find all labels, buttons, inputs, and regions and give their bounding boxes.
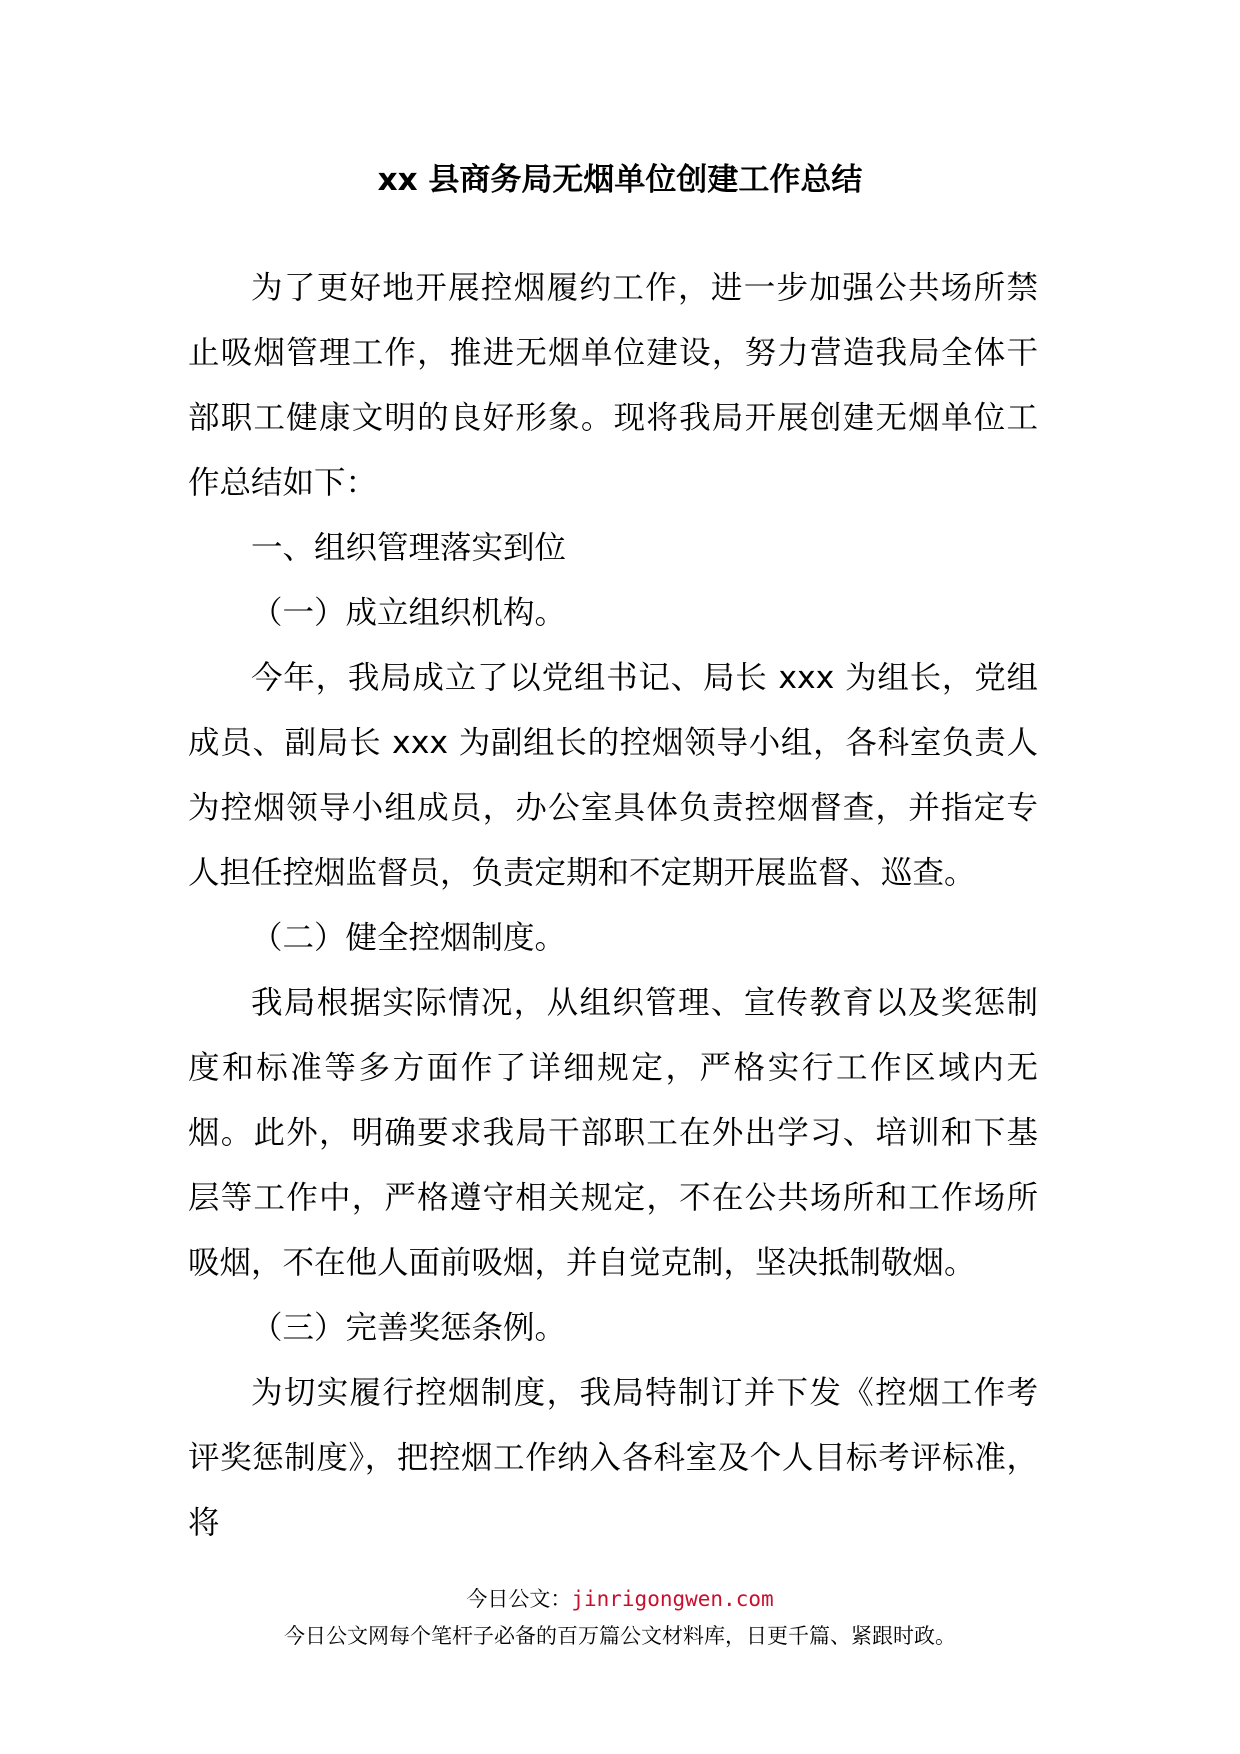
document-title: xx 县商务局无烟单位创建工作总结 <box>377 162 863 198</box>
subsection-heading-1: （一）成立组织机构。 <box>251 595 567 631</box>
document-body <box>188 256 1038 1556</box>
footer-site-label: 今日公文： <box>466 1587 572 1611</box>
paragraph-system: 我局根据实际情况，从组织管理、宣传教育以及奖惩制度和标准等多方面作了详细规定，严格实行工作区域内无烟。此外，明确要求我局干部职工在外出学习、培训和下基层等工作中，严格遵守相关规定，不在公共场所和工作场所吸烟，不在他人面前吸烟，并自觉克制，坚决抵制敬烟。 <box>188 985 1038 1281</box>
subsection-heading-3: （三）完善奖惩条例。 <box>251 1310 567 1346</box>
footer-tagline: 今日公文网每个笔杆子必备的百万篇公文材料库，日更千篇、紧跟时政。 <box>284 1624 956 1648</box>
paragraph-intro: 为了更好地开展控烟履约工作，进一步加强公共场所禁止吸烟管理工作，推进无烟单位建设，努力营造我局全体干部职工健康文明的良好形象。现将我局开展创建无烟单位工作总结如下： <box>188 270 1038 501</box>
footer-site-line <box>0 1584 1240 1614</box>
paragraph-organization: 今年，我局成立了以党组书记、局长 xxx 为组长，党组成员、副局长 xxx 为副组长的控烟领导小组，各科室负责人为控烟领导小组成员，办公室具体负责控烟督查，并指定专人担任控烟监督员，负责定期和不定期开展监督、巡查。 <box>188 660 1038 891</box>
subsection-heading-2: （二）健全控烟制度。 <box>251 920 567 956</box>
paragraph-rewards: 为切实履行控烟制度，我局特制订并下发《控烟工作考评奖惩制度》，把控烟工作纳入各科室及个人目标考评标准，将 <box>188 1375 1038 1541</box>
section-heading-1: 一、组织管理落实到位 <box>251 530 567 566</box>
footer-site-url[interactable]: jinrigongwen.com <box>571 1587 774 1611</box>
